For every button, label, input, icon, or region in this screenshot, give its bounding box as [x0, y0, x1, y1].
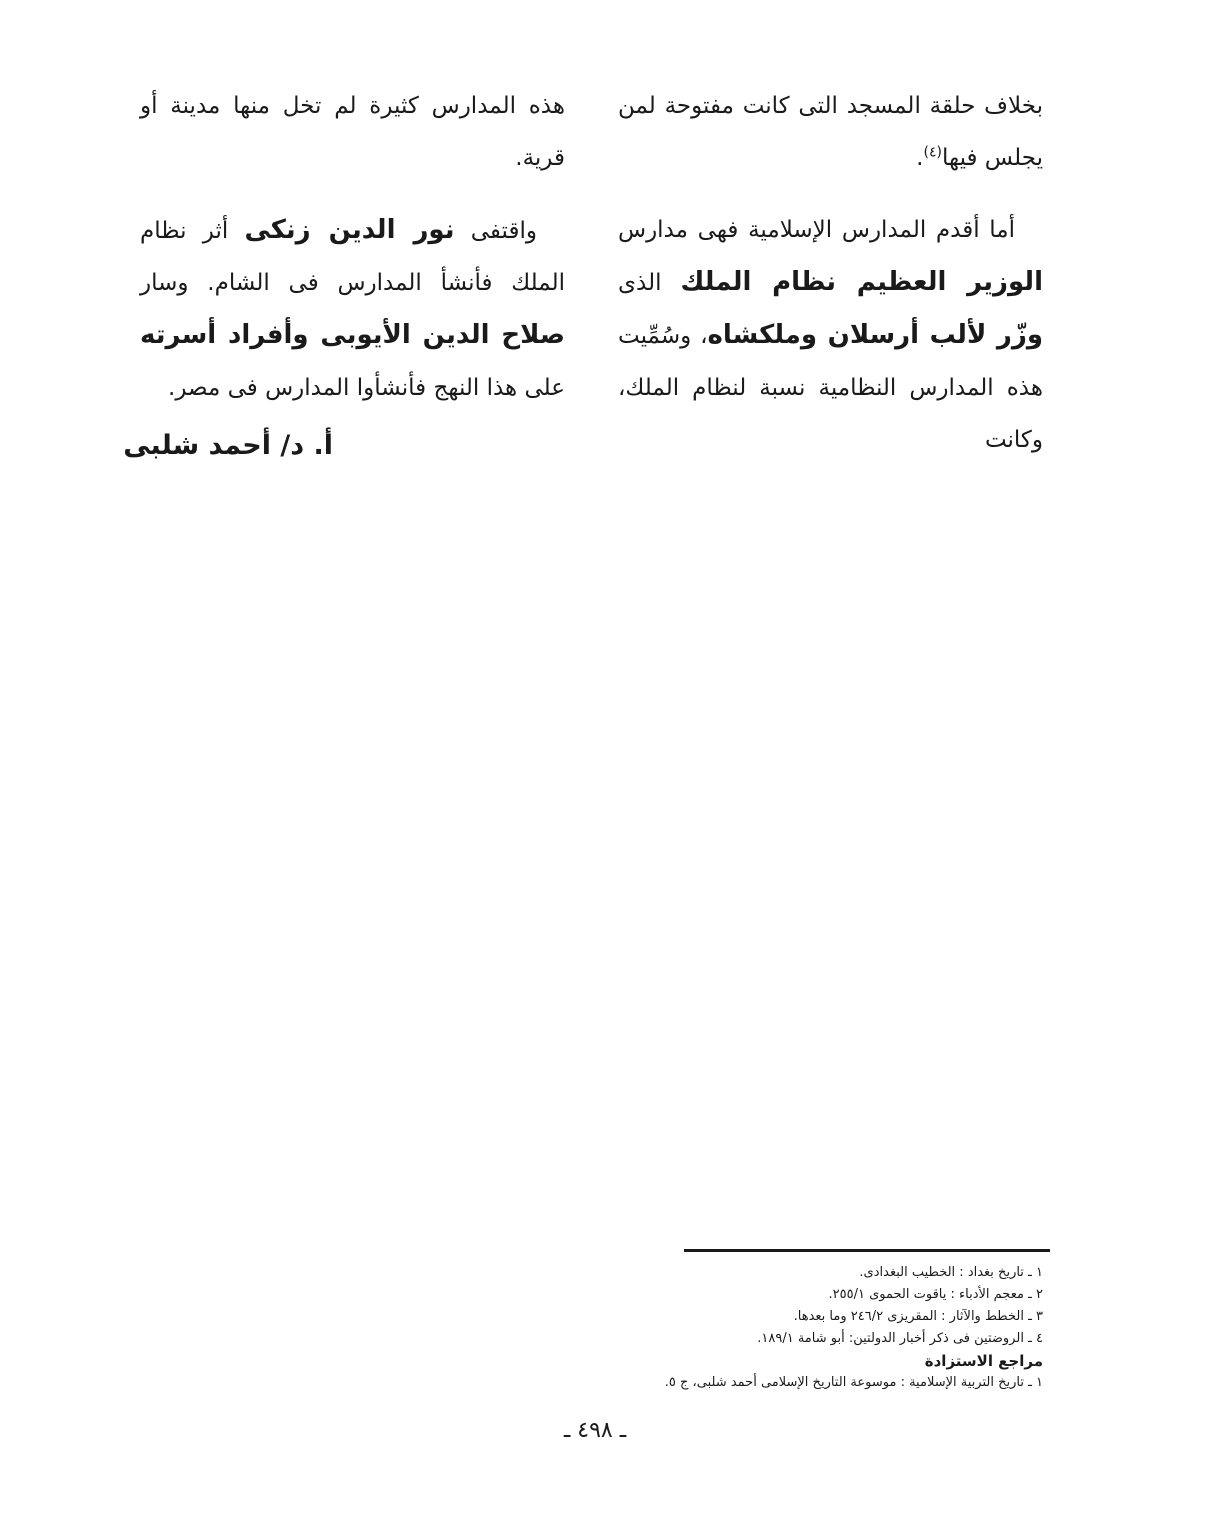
text: ، وسُمِّيت هذه المدارس النظامية نسبة لنظام الملك، وكانت [618, 323, 1043, 453]
footnote: ٣ ـ الخطط والآثار : المقريزى ٢٤٦/٢ وما بعدها. [793, 1309, 1043, 1324]
footnote: ٢ ـ معجم الأدباء : ياقوت الحموى ٢٥٥/١. [828, 1287, 1043, 1302]
further-reading-item: ١ ـ تاريخ التربية الإسلامية : موسوعة التاريخ الإسلامى أحمد شلبى، ج ٥. [664, 1375, 1043, 1390]
bold-name: صلاح الدين الأيوبى وأفراد أسرته [140, 320, 565, 350]
bold-name: الوزير العظيم نظام الملك [680, 267, 1043, 297]
footnote-ref[interactable]: (٤) [923, 144, 942, 161]
bold-name: نور الدين زنكى [244, 215, 455, 245]
page-number: ـ ٤٩٨ ـ [563, 1418, 627, 1443]
right-column [618, 80, 1043, 486]
paragraph [140, 204, 565, 414]
footnote-divider [684, 1249, 1050, 1252]
left-column [140, 80, 565, 434]
text: واقتفى [454, 218, 537, 244]
further-reading-heading: مراجع الاستزادة [924, 1352, 1043, 1370]
paragraph [618, 80, 1043, 184]
author-signature: أ. د/ أحمد شلبى [123, 430, 333, 461]
text: الذى [618, 270, 681, 296]
text: على هذا النهج فأنشأوا المدارس فى مصر. [168, 375, 565, 401]
text: . [916, 145, 924, 171]
footnote: ١ ـ تاريخ بغداد : الخطيب البغدادى. [859, 1265, 1043, 1280]
paragraph [618, 204, 1043, 466]
bold-name: وزّر لألب أرسلان وملكشاه [707, 320, 1044, 350]
footnote: ٤ ـ الروضتين فى ذكر أخبار الدولتين: أبو شامة ١٨٩/١. [757, 1331, 1043, 1346]
footnotes [483, 1262, 1043, 1394]
text: أما أقدم المدارس الإسلامية فهى مدارس [618, 217, 1015, 243]
paragraph: هذه المدارس كثيرة لم تخل منها مدينة أو قرية. [140, 93, 565, 171]
text: بخلاف حلقة المسجد التى كانت مفتوحة لمن يجلس فيها [618, 93, 1043, 171]
text: أثر نظام الملك فأنشأ المدارس فى الشام. وسار [140, 218, 565, 296]
